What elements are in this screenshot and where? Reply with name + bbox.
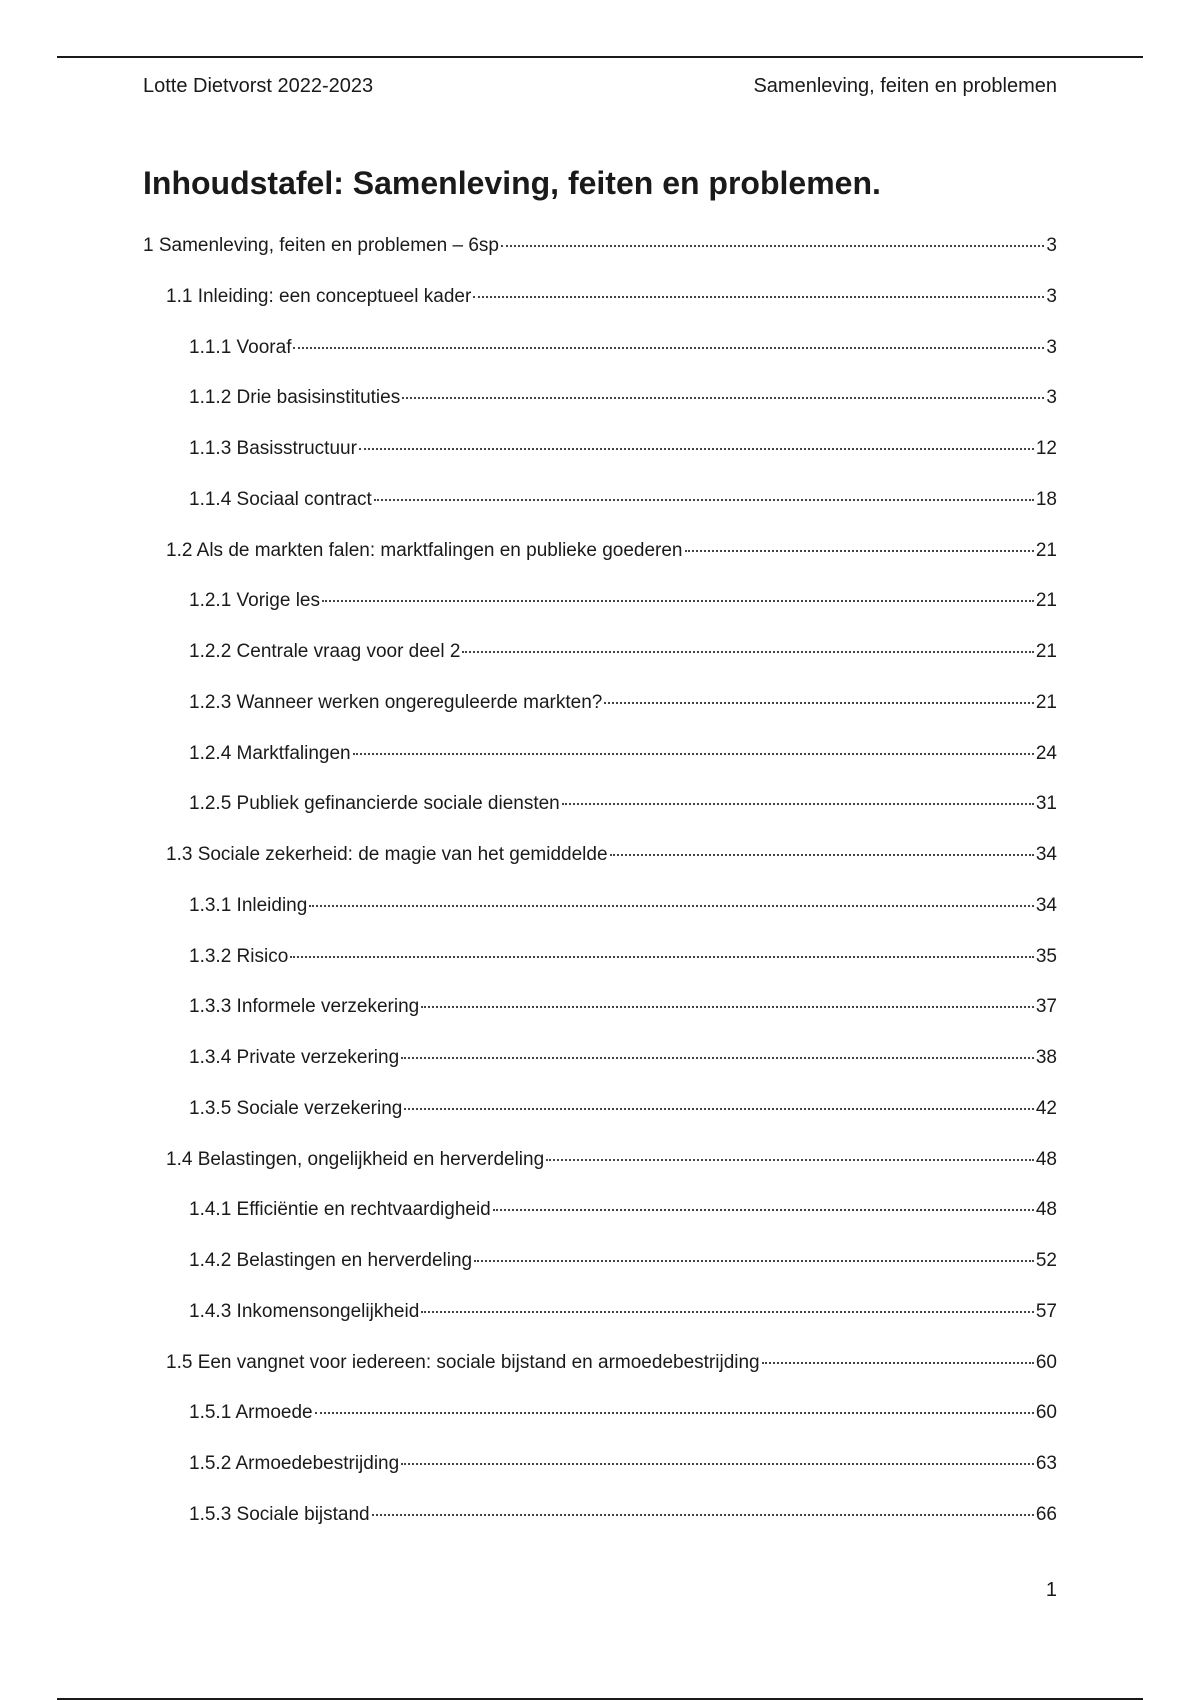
toc-dot-leader xyxy=(402,397,1044,399)
toc-dot-leader xyxy=(309,905,1034,907)
toc-entry-page: 52 xyxy=(1035,1250,1057,1271)
toc-entry[interactable] xyxy=(143,232,1057,260)
toc-entry-label: 1.5.2 Armoedebestrijding xyxy=(189,1453,400,1474)
toc-dot-leader xyxy=(610,854,1034,856)
toc-entry-page: 38 xyxy=(1035,1047,1057,1068)
toc-dot-leader xyxy=(401,1463,1034,1465)
toc-entry-page: 31 xyxy=(1035,793,1057,815)
toc-entry-label: 1.3.4 Private verzekering xyxy=(189,1047,400,1068)
toc-entry[interactable] xyxy=(143,334,1057,362)
toc-entry[interactable] xyxy=(143,1146,1057,1174)
toc-entry-label: 1.4.3 Inkomensongelijkheid xyxy=(189,1300,420,1322)
toc-entry-label: 1.1 Inleiding: een conceptueel kader xyxy=(166,285,472,307)
toc-entry-label: 1.2.1 Vorige les xyxy=(189,590,320,612)
toc-dot-leader xyxy=(322,600,1034,602)
toc-dot-leader xyxy=(374,499,1034,501)
header-rule xyxy=(57,56,1143,58)
toc-entry-label: 1.1.2 Drie basisinstituties xyxy=(189,387,401,409)
toc-entry-label: 1.2.2 Centrale vraag voor deel 2 xyxy=(189,641,461,662)
toc-entry-label: 1.2.5 Publiek gefinancierde sociale diensten xyxy=(189,793,560,815)
page-title: Inhoudstafel: Samenleving, feiten en problemen. xyxy=(143,165,881,201)
toc-dot-leader xyxy=(359,448,1034,450)
toc-entry[interactable] xyxy=(143,689,1057,717)
toc-entry-page: 21 xyxy=(1035,539,1057,561)
toc-dot-leader xyxy=(762,1362,1034,1364)
toc-entry-label: 1.4.2 Belastingen en herverdeling xyxy=(189,1250,473,1271)
toc-entry-page: 37 xyxy=(1035,996,1057,1018)
running-header xyxy=(143,73,1057,99)
toc-dot-leader xyxy=(562,803,1034,805)
toc-entry-page: 18 xyxy=(1035,488,1057,510)
toc-dot-leader xyxy=(421,1311,1034,1313)
toc-entry-label: 1.4 Belastingen, ongelijkheid en herverdeling xyxy=(166,1148,545,1170)
toc-dot-leader xyxy=(401,1057,1034,1059)
toc-dot-leader xyxy=(404,1108,1034,1110)
toc-entry[interactable] xyxy=(143,1450,1057,1478)
toc-entry-page: 60 xyxy=(1035,1402,1057,1424)
toc-dot-leader xyxy=(546,1159,1034,1161)
toc-entry[interactable] xyxy=(143,283,1057,311)
toc-entry-label: 1.2.3 Wanneer werken ongereguleerde markten? xyxy=(189,691,603,713)
toc-entry-page: 48 xyxy=(1035,1148,1057,1170)
toc-dot-leader xyxy=(685,550,1034,552)
toc-entry-label: 1.5.3 Sociale bijstand xyxy=(189,1503,370,1525)
toc-dot-leader xyxy=(474,1260,1034,1262)
toc-entry[interactable] xyxy=(143,1349,1057,1377)
toc-entry[interactable] xyxy=(143,638,1057,666)
toc-entry[interactable] xyxy=(143,993,1057,1021)
page-number: 1 xyxy=(1045,1579,1057,1601)
toc-entry-label: 1.5.1 Armoede xyxy=(189,1402,313,1424)
toc-dot-leader xyxy=(421,1006,1034,1008)
toc-dot-leader xyxy=(473,296,1044,298)
toc-entry-page: 21 xyxy=(1035,691,1057,713)
toc-entry-page: 21 xyxy=(1035,590,1057,612)
toc-dot-leader xyxy=(372,1514,1034,1516)
toc-entry[interactable] xyxy=(143,790,1057,818)
toc-entry[interactable] xyxy=(143,841,1057,869)
toc-entry-page: 66 xyxy=(1035,1503,1057,1525)
toc-entry-label: 1.1.3 Basisstructuur xyxy=(189,438,357,459)
toc-dot-leader xyxy=(353,753,1034,755)
toc-entry-page: 57 xyxy=(1035,1300,1057,1322)
toc-entry[interactable] xyxy=(143,1501,1057,1529)
toc-entry[interactable] xyxy=(143,1044,1057,1072)
toc-entry-page: 63 xyxy=(1035,1453,1057,1474)
toc-dot-leader xyxy=(462,651,1033,653)
toc-entry[interactable] xyxy=(143,1399,1057,1427)
toc-entry[interactable] xyxy=(143,486,1057,514)
toc-entry-page: 42 xyxy=(1035,1097,1057,1119)
toc-entry-label: 1.3 Sociale zekerheid: de magie van het gemiddelde xyxy=(166,844,608,865)
toc-entry[interactable] xyxy=(143,740,1057,768)
toc-entry-page: 3 xyxy=(1046,336,1057,358)
toc-entry[interactable] xyxy=(143,1298,1057,1326)
toc-dot-leader xyxy=(315,1412,1034,1414)
toc-entry-page: 48 xyxy=(1035,1199,1057,1221)
toc-entry[interactable] xyxy=(143,1095,1057,1123)
toc-entry[interactable] xyxy=(143,1247,1057,1275)
toc-dot-leader xyxy=(604,702,1034,704)
toc-entry-page: 12 xyxy=(1035,438,1057,459)
toc-dot-leader xyxy=(493,1209,1034,1211)
toc-entry[interactable] xyxy=(143,943,1057,971)
toc-entry[interactable] xyxy=(143,587,1057,615)
toc-entry-label: 1 Samenleving, feiten en problemen – 6sp xyxy=(143,235,499,256)
table-of-contents xyxy=(143,232,1057,1552)
header-author: Lotte Dietvorst 2022-2023 xyxy=(143,75,374,97)
toc-dot-leader xyxy=(293,347,1044,349)
toc-entry-page: 34 xyxy=(1035,894,1057,916)
toc-entry[interactable] xyxy=(143,435,1057,463)
toc-entry-page: 35 xyxy=(1035,945,1057,967)
toc-entry[interactable] xyxy=(143,892,1057,920)
toc-entry-label: 1.1.1 Vooraf xyxy=(189,336,292,358)
toc-entry-page: 3 xyxy=(1046,235,1057,256)
toc-entry[interactable] xyxy=(143,384,1057,412)
toc-entry-label: 1.3.5 Sociale verzekering xyxy=(189,1097,403,1119)
toc-entry[interactable] xyxy=(143,537,1057,565)
toc-entry-label: 1.2 Als de markten falen: marktfalingen en publieke goederen xyxy=(166,539,683,561)
toc-entry-label: 1.5 Een vangnet voor iedereen: sociale bijstand en armoedebestrijding xyxy=(166,1351,760,1373)
toc-entry-page: 60 xyxy=(1035,1351,1057,1373)
toc-entry-label: 1.3.1 Inleiding xyxy=(189,894,308,916)
toc-entry-label: 1.3.3 Informele verzekering xyxy=(189,996,420,1018)
toc-entry-page: 24 xyxy=(1035,742,1057,764)
toc-entry-label: 1.1.4 Sociaal contract xyxy=(189,488,372,510)
toc-entry-label: 1.4.1 Efficiëntie en rechtvaardigheid xyxy=(189,1199,491,1221)
header-course: Samenleving, feiten en problemen xyxy=(753,75,1057,97)
toc-entry-page: 34 xyxy=(1035,844,1057,865)
toc-entry[interactable] xyxy=(143,1196,1057,1224)
toc-entry-label: 1.3.2 Risico xyxy=(189,945,289,967)
toc-entry-page: 3 xyxy=(1046,387,1057,409)
toc-entry-page: 3 xyxy=(1046,285,1057,307)
toc-dot-leader xyxy=(290,956,1034,958)
toc-entry-label: 1.2.4 Marktfalingen xyxy=(189,742,351,764)
toc-dot-leader xyxy=(501,245,1044,247)
toc-entry-page: 21 xyxy=(1035,641,1057,662)
